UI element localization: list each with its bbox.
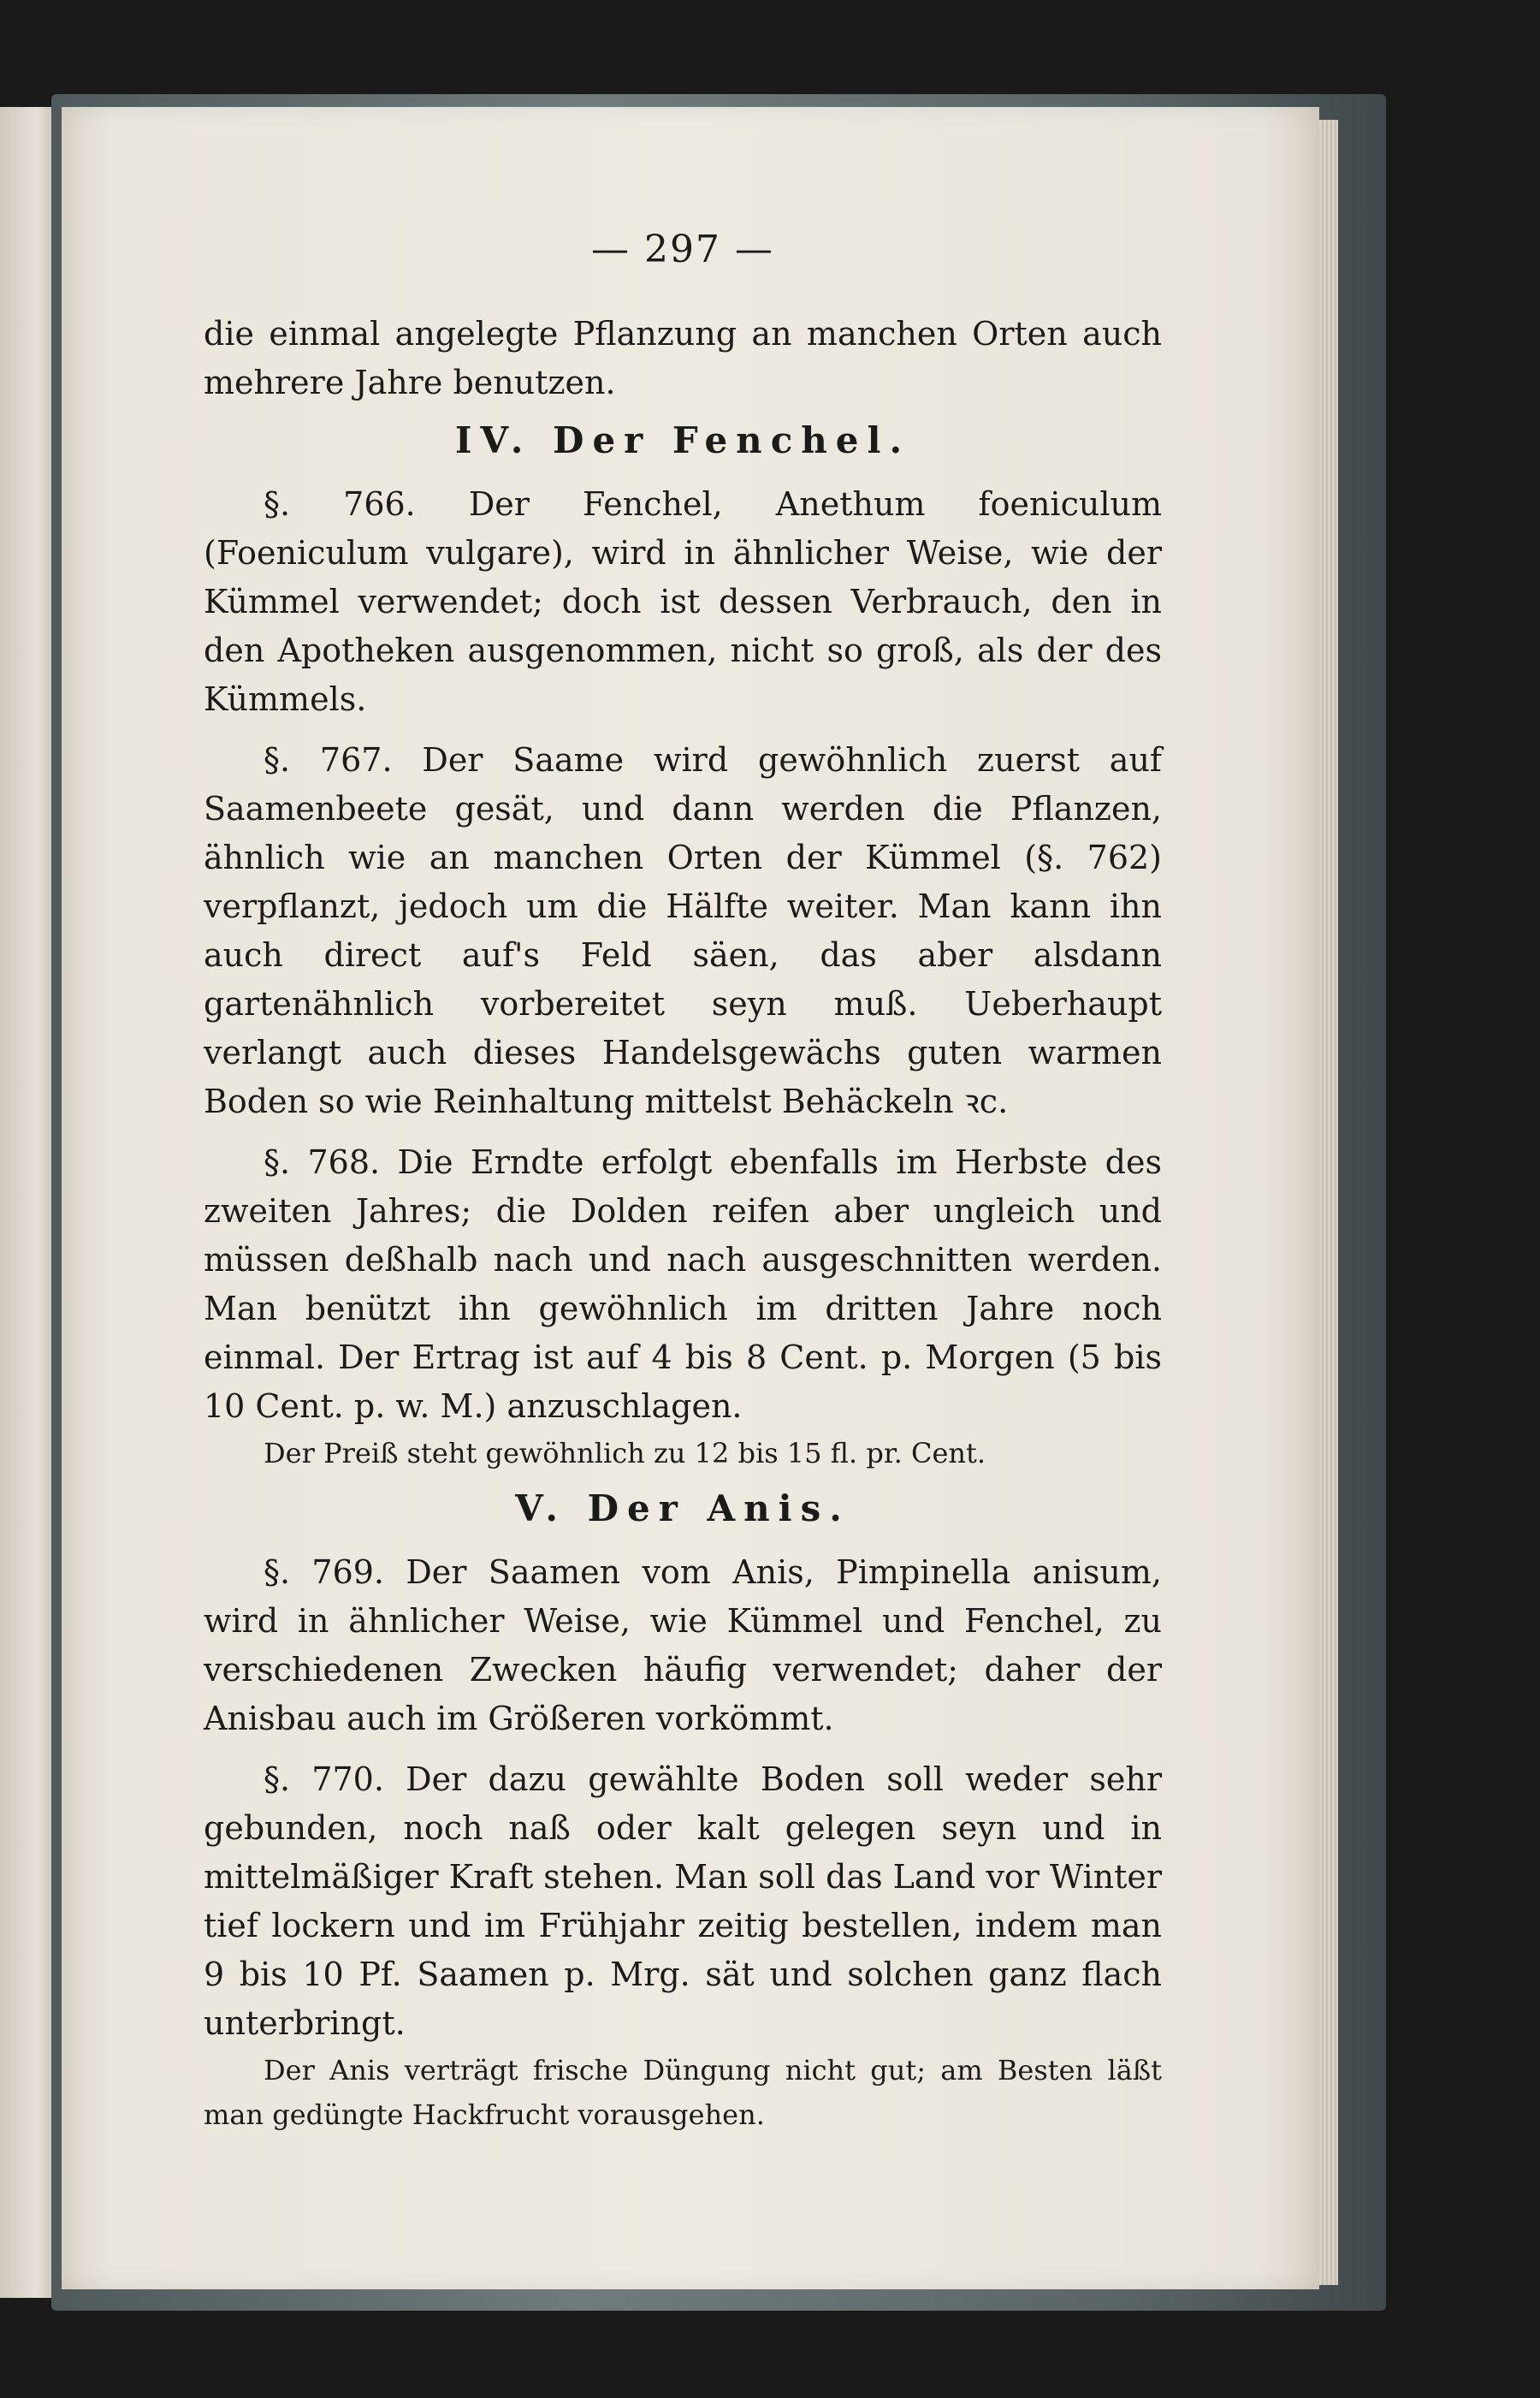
intro-paragraph: die einmal angelegte Pflanzung an manchen Orten auch mehrere Jahre benutzen.: [204, 315, 1162, 401]
paragraph-767: §. 767. Der Saame wird gewöhnlich zuerst auf Saamenbeete gesät, und dann werden die Pflanzen, ähnlich wie an manchen Orten der Kümmel (§. 762) verpflanzt, jedoch um die Hälfte weiter. Man kann ihn auch direct auf's Feld säen, das aber alsdann gartenähnlich vorbereitet seyn muß. Ueberhaupt verlangt auch dieses Handelsgewächs guten warmen Boden so wie Reinhaltung mittelst Behäckeln ꝛc.: [204, 741, 1162, 1120]
paragraph-766: §. 766. Der Fenchel, Anethum foeniculum (Foeniculum vulgare), wird in ähnlicher Weise, wie der Kümmel verwendet; doch ist dessen Verbrauch, den in den Apotheken ausgenommen, nicht so groß, als der des Kümmels.: [204, 485, 1162, 718]
paragraph-770: §. 770. Der dazu gewählte Boden soll weder sehr gebunden, noch naß oder kalt gelegen seyn und in mittelmäßiger Kraft stehen. Man soll das Land vor Winter tief lockern und im Frühjahr zeitig bestellen, indem man 9 bis 10 Pf. Saamen p. Mrg. sät und solchen ganz flach unterbringt.: [204, 1760, 1162, 2042]
page-number: — 297 —: [591, 228, 774, 271]
page-text: [204, 228, 1162, 2137]
note-768: Der Preiß steht gewöhnlich zu 12 bis 15 fl. pr. Cent.: [264, 1437, 986, 1469]
page-edges: [1319, 120, 1338, 2285]
section-heading-fenchel: IV. Der Fenchel.: [454, 419, 911, 461]
note-770: Der Anis verträgt frische Düngung nicht gut; am Besten läßt man gedüngte Hackfrucht vorausgehen.: [204, 2054, 1162, 2131]
section-heading-anis: V. Der Anis.: [515, 1487, 850, 1529]
paragraph-768: §. 768. Die Erndte erfolgt ebenfalls im Herbste des zweiten Jahres; die Dolden reifen aber ungleich und müssen deßhalb nach und nach ausgeschnitten werden. Man benützt ihn gewöhnlich im dritten Jahre noch einmal. Der Ertrag ist auf 4 bis 8 Cent. p. Morgen (5 bis 10 Cent. p. w. M.) anzuschlagen.: [204, 1143, 1162, 1425]
paragraph-769: §. 769. Der Saamen vom Anis, Pimpinella anisum, wird in ähnlicher Weise, wie Kümmel und Fenchel, zu verschiedenen Zwecken häufig verwendet; daher der Anisbau auch im Größeren vorkömmt.: [204, 1553, 1162, 1737]
